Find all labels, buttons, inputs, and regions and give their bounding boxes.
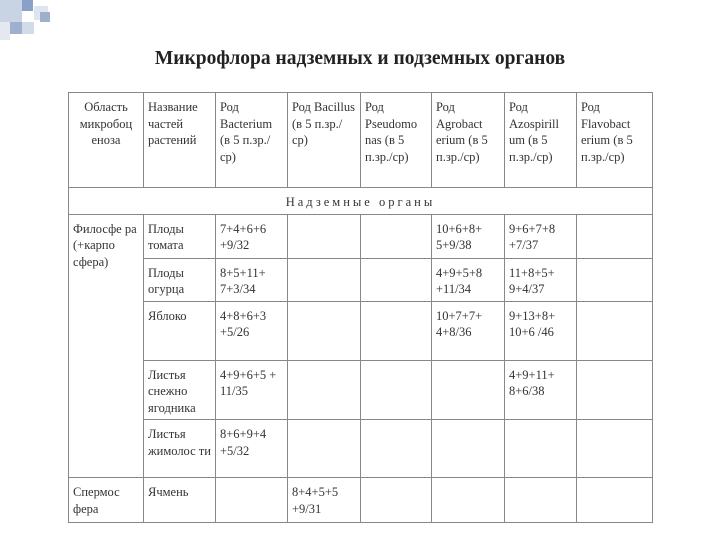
table-row	[69, 478, 653, 523]
deco-square	[40, 12, 50, 22]
deco-square	[22, 0, 33, 11]
microflora-table	[68, 92, 653, 523]
agrobacterium-cell	[432, 420, 505, 478]
table-row	[69, 420, 653, 478]
header-row	[69, 93, 653, 188]
part-cell: Плоды огурца	[144, 258, 216, 301]
agrobacterium-cell	[432, 360, 505, 420]
pseudomonas-cell	[361, 301, 432, 360]
bacterium-cell: 4+9+6+5 + 11/35	[216, 360, 288, 420]
flavobacterium-cell	[577, 360, 653, 420]
deco-square	[22, 22, 34, 34]
table-row	[69, 360, 653, 420]
azospirillum-cell: 9+13+8+ 10+6 /46	[505, 301, 577, 360]
bacterium-cell	[216, 478, 288, 523]
agrobacterium-cell: 10+7+7+ 4+8/36	[432, 301, 505, 360]
header-cell: Род Bacterium (в 5 п.зр./ср)	[216, 93, 288, 188]
azospirillum-cell	[505, 420, 577, 478]
deco-square	[0, 22, 10, 40]
bacillus-cell	[288, 258, 361, 301]
agrobacterium-cell: 10+6+8+ 5+9/38	[432, 214, 505, 258]
pseudomonas-cell	[361, 478, 432, 523]
bacterium-cell: 8+6+9+4 +5/32	[216, 420, 288, 478]
header-cell: Род Azospirill um (в 5 п.зр./ср)	[505, 93, 577, 188]
azospirillum-cell: 4+9+11+ 8+6/38	[505, 360, 577, 420]
part-cell: Листья жимолос ти	[144, 420, 216, 478]
pseudomonas-cell	[361, 258, 432, 301]
bacillus-cell	[288, 360, 361, 420]
part-cell: Плоды томата	[144, 214, 216, 258]
bacterium-cell: 8+5+11+ 7+3/34	[216, 258, 288, 301]
pseudomonas-cell	[361, 360, 432, 420]
part-cell: Ячмень	[144, 478, 216, 523]
flavobacterium-cell	[577, 301, 653, 360]
header-cell: Род Flavobact erium (в 5 п.зр./ср)	[577, 93, 653, 188]
header-cell: Род Agrobact erium (в 5 п.зр./ср)	[432, 93, 505, 188]
group-cell: Филосфе ра (+карпо сфера)	[69, 214, 144, 478]
deco-square	[0, 0, 22, 22]
part-cell: Листья снежно ягодника	[144, 360, 216, 420]
header-cell: Род Pseudomo nas (в 5 п.зр./ср)	[361, 93, 432, 188]
flavobacterium-cell	[577, 478, 653, 523]
agrobacterium-cell: 4+9+5+8 +11/34	[432, 258, 505, 301]
flavobacterium-cell	[577, 258, 653, 301]
bacillus-cell	[288, 214, 361, 258]
table-row	[69, 258, 653, 301]
pseudomonas-cell	[361, 420, 432, 478]
bacterium-cell: 7+4+6+6 +9/32	[216, 214, 288, 258]
pseudomonas-cell	[361, 214, 432, 258]
table-row	[69, 301, 653, 360]
page-title: Микрофлора надземных и подземных органов	[154, 48, 566, 69]
bacillus-cell	[288, 420, 361, 478]
header-cell: Область микробоц еноза	[69, 93, 144, 188]
header-cell: Название частей растений	[144, 93, 216, 188]
table-row	[69, 214, 653, 258]
flavobacterium-cell	[577, 214, 653, 258]
group-cell: Спермос фера	[69, 478, 144, 523]
bacillus-cell: 8+4+5+5 +9/31	[288, 478, 361, 523]
section-row	[69, 188, 653, 215]
agrobacterium-cell	[432, 478, 505, 523]
part-cell: Яблоко	[144, 301, 216, 360]
azospirillum-cell	[505, 478, 577, 523]
azospirillum-cell: 9+6+7+8 +7/37	[505, 214, 577, 258]
deco-square	[10, 22, 22, 34]
azospirillum-cell: 11+8+5+ 9+4/37	[505, 258, 577, 301]
header-cell: Род Bacillus (в 5 п.зр./ср)	[288, 93, 361, 188]
section-label: Надземные органы	[69, 188, 653, 215]
bacterium-cell: 4+8+6+3 +5/26	[216, 301, 288, 360]
flavobacterium-cell	[577, 420, 653, 478]
bacillus-cell	[288, 301, 361, 360]
